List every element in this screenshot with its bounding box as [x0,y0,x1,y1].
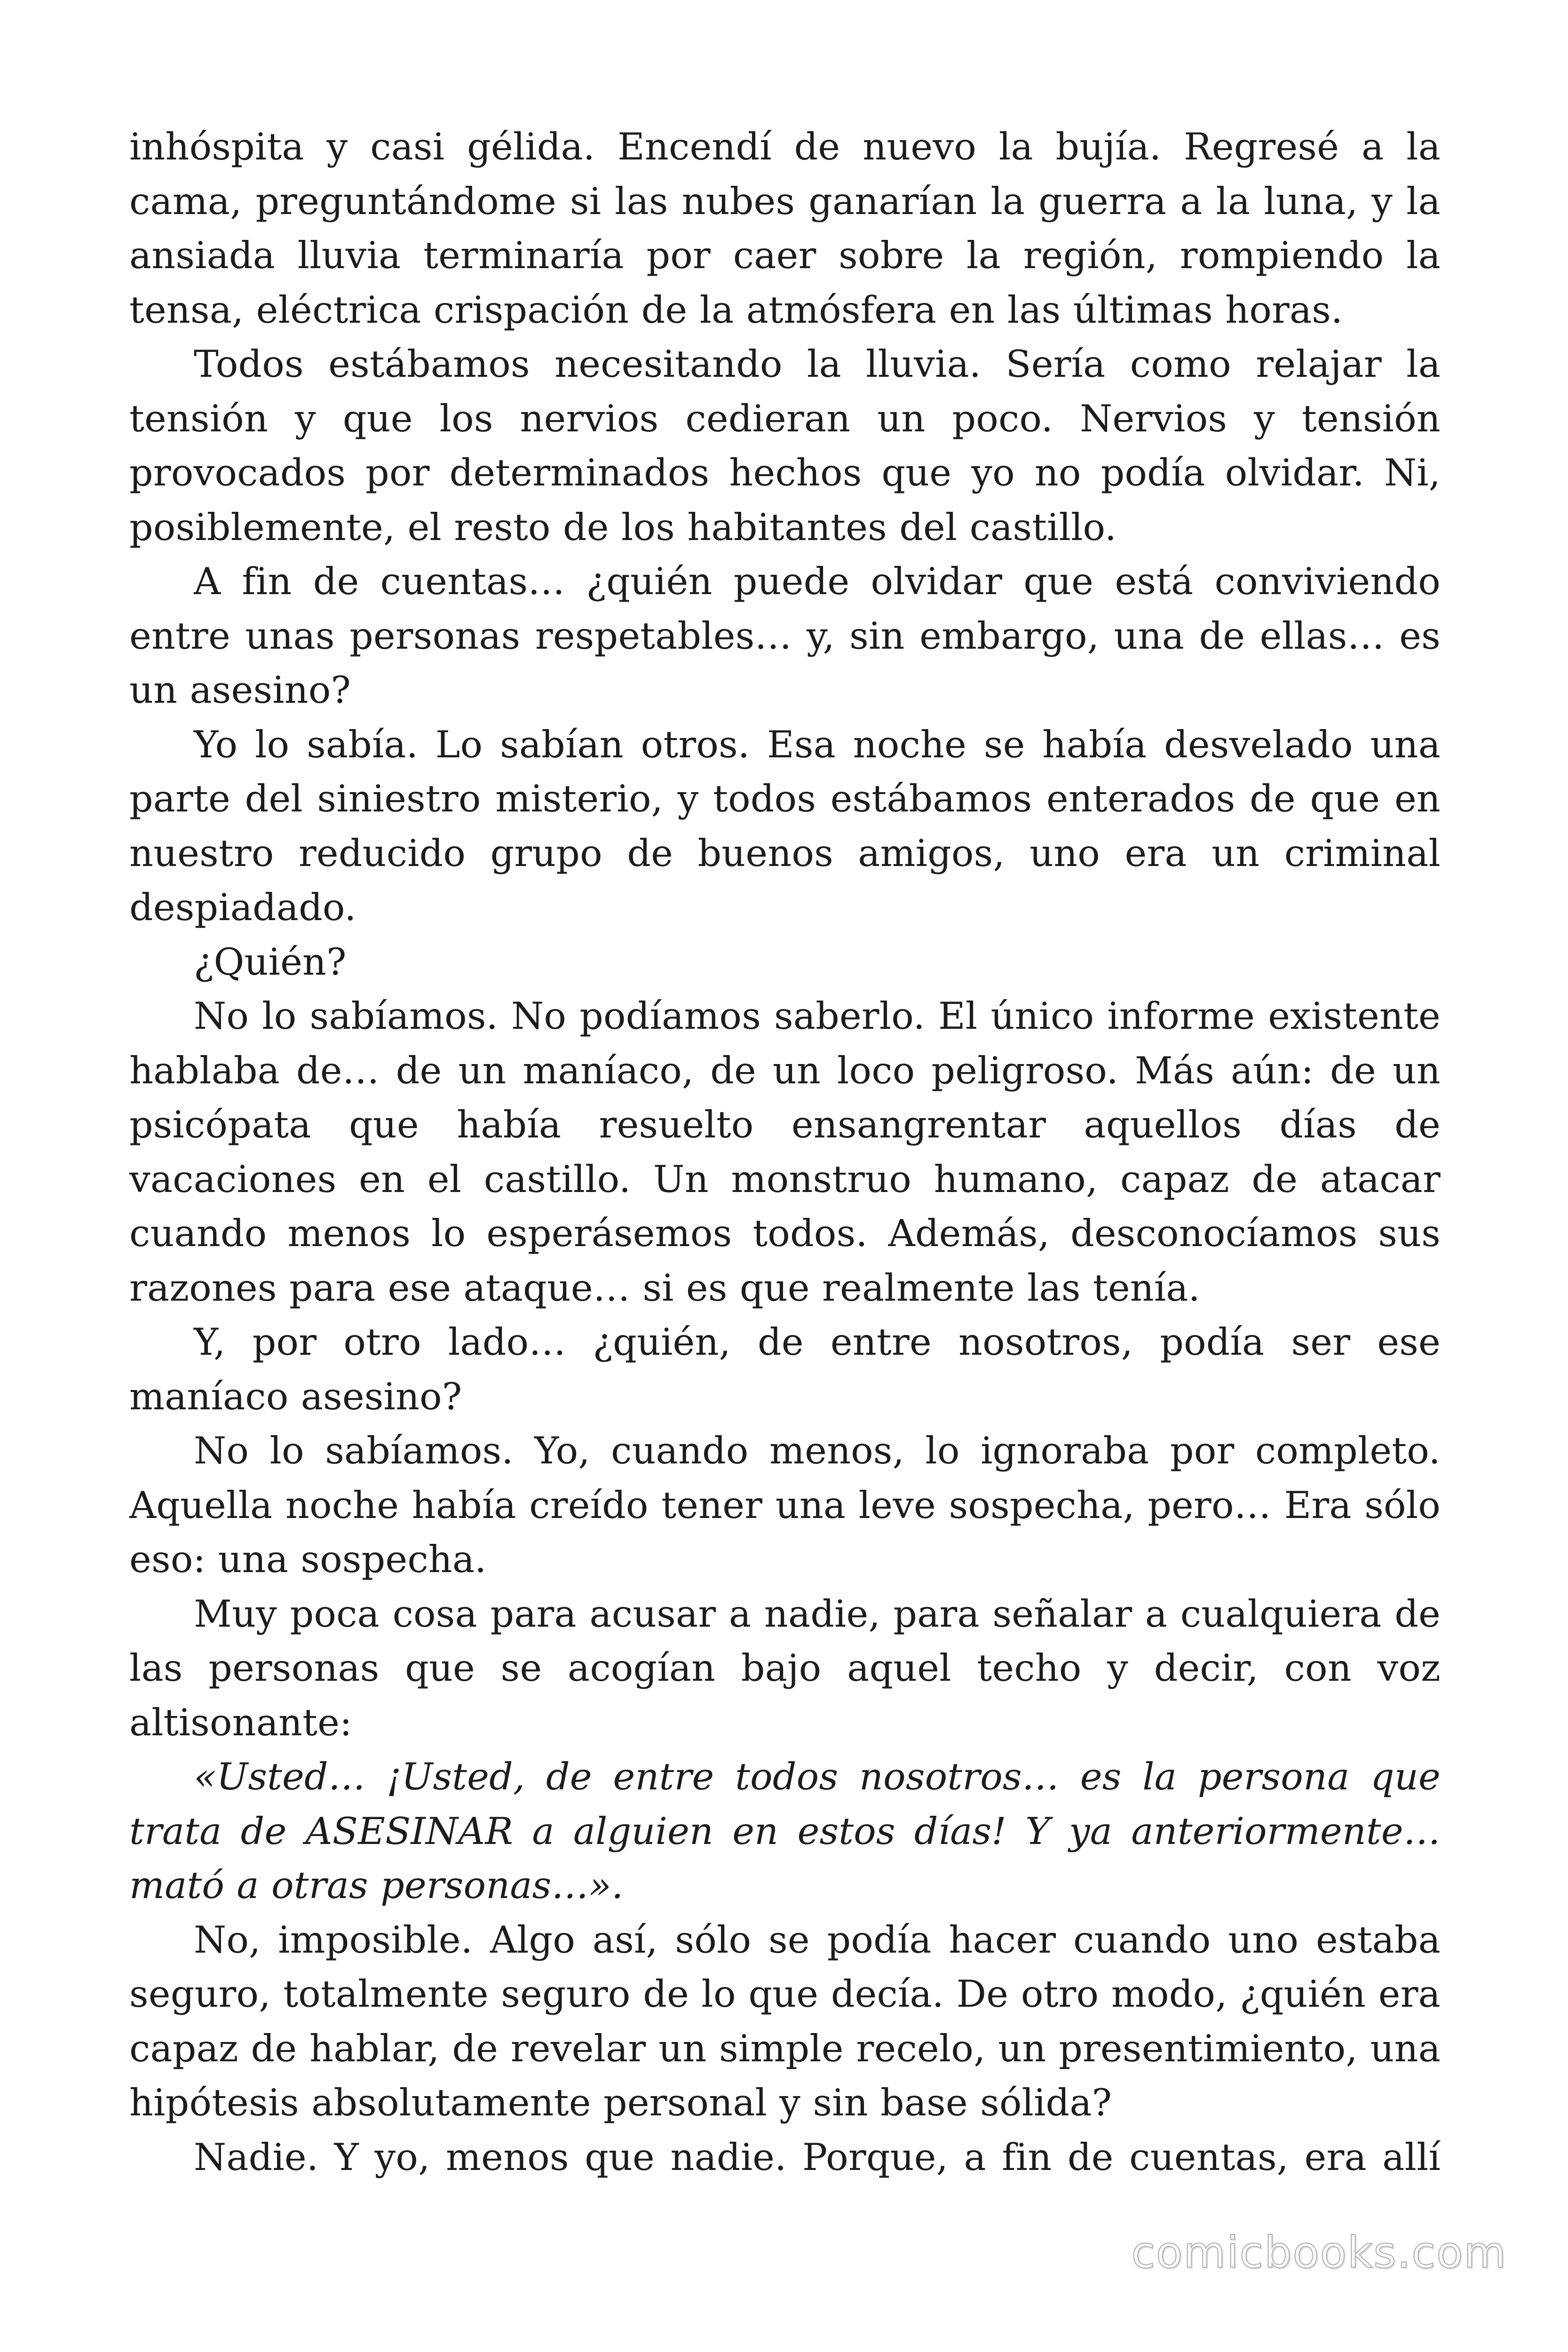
paragraph-10-quote: «Usted… ¡Usted, de entre todos nosotros… es la persona que trata de ASESINAR a alguien en estos días! Y ya anteriormente… mató a otras personas…». [129,1755,1441,1907]
paragraph-6: No lo sabíamos. No podíamos saberlo. El único informe existente hablaba de… de un maníaco, de un loco peligroso. Más aún: de un psicópata que había resuelto ensangrentar aquellos días de vacaciones en el castillo. Un monstruo humano, capaz de atacar cuando menos lo esperásemos todos. Además, desconocíamos sus razones para ese ataque… si es que realmente las tenía. [129,994,1441,1310]
paragraph-9: Muy poca cosa para acusar a nadie, para señalar a cualquiera de las personas que se acogían bajo aquel techo y decir, con voz altisonante: [129,1592,1441,1744]
paragraph-3: A fin de cuentas… ¿quién puede olvidar que está conviviendo entre unas personas respetables… y, sin embargo, una de ellas… es un asesino? [129,560,1441,712]
watermark: comicbooks.com [1131,2227,1507,2278]
paragraph-8: No lo sabíamos. Yo, cuando menos, lo ignoraba por completo. Aquella noche había creído tener una leve sospecha, pero… Era sólo eso: una sospecha. [129,1429,1441,1581]
paragraph-5: ¿Quién? [194,940,347,984]
paragraph-11: No, imposible. Algo así, sólo se podía hacer cuando uno estaba seguro, totalmente seguro de lo que decía. De otro modo, ¿quién era capaz de hablar, de revelar un simple recelo, un presentimiento, una hipótesis absolutamente personal y sin base sólida? [129,1918,1441,2124]
paragraph-12: Nadie. Y yo, menos que nadie. Porque, a fin de cuentas, era allí [194,2135,1441,2179]
page-text [129,120,1441,2185]
paragraph-1: inhóspita y casi gélida. Encendí de nuevo la bujía. Regresé a la cama, preguntándome si las nubes ganarían la guerra a la luna, y la ansiada lluvia terminaría por caer sobre la región, rompiendo la tensa, eléctrica crispación de la atmósfera en las últimas horas. [129,125,1441,332]
paragraph-4: Yo lo sabía. Lo sabían otros. Esa noche se había desvelado una parte del siniestro misterio, y todos estábamos enterados de que en nuestro reducido grupo de buenos amigos, uno era un criminal despiadado. [129,723,1441,929]
paragraph-2: Todos estábamos necesitando la lluvia. Sería como relajar la tensión y que los nervios cedieran un poco. Nervios y tensión provocados por determinados hechos que yo no podía olvidar. Ni, posiblemente, el resto de los habitantes del castillo. [129,342,1441,549]
paragraph-7: Y, por otro lado… ¿quién, de entre nosotros, podía ser ese maníaco asesino? [129,1320,1441,1418]
